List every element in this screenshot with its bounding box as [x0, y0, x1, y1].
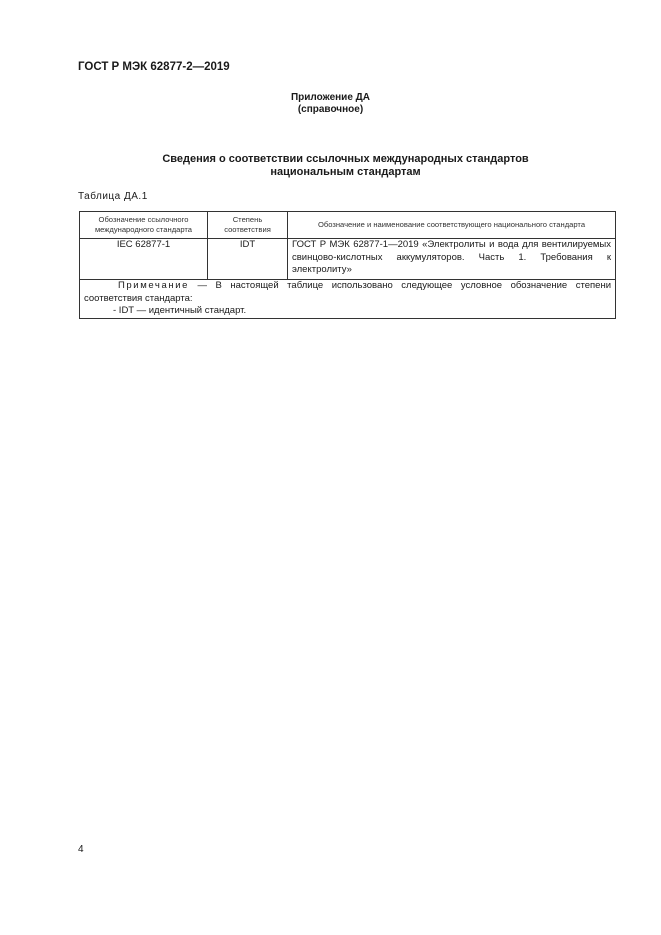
- column-header-intl-standard: Обозначение ссылочного международного стандарта: [80, 212, 208, 239]
- annex-kind: (справочное): [297, 104, 364, 115]
- table-header-row: [80, 212, 616, 239]
- document-code: ГОСТ Р МЭК 62877-2—2019: [78, 61, 230, 73]
- annex-title: Приложение ДА: [290, 92, 371, 103]
- table-row: [80, 239, 616, 280]
- section-heading: [0, 153, 661, 179]
- column-header-national-standard: Обозначение и наименование соответствующего национального стандарта: [288, 212, 616, 239]
- table-caption: Таблица ДА.1: [78, 191, 148, 202]
- table-note: [80, 280, 616, 319]
- column-header-degree: Степень соответствия: [208, 212, 288, 239]
- section-heading-line-1: Сведения о соответствии ссылочных международных стандартов: [162, 153, 529, 165]
- annex-heading: [0, 92, 661, 116]
- note-text-block: [84, 280, 611, 305]
- correspondence-table: [79, 211, 616, 319]
- page-number: 4: [78, 844, 84, 855]
- cell-intl-standard: IEC 62877-1: [80, 239, 208, 280]
- note-item: - IDT — идентичный стандарт.: [113, 305, 247, 316]
- note-label: Примечание: [118, 280, 189, 291]
- section-heading-line-2: национальным стандартам: [270, 166, 421, 178]
- table-note-row: [80, 280, 616, 319]
- note-text: — В настоящей таблице использовано следующее условное обозначение степени соответствия стандарта:: [84, 280, 611, 304]
- cell-national-standard: ГОСТ Р МЭК 62877-1—2019 «Электролиты и вода для вентилируемых свинцово-кислотных аккумуляторов. Часть 1. Требования к электролиту»: [288, 239, 616, 280]
- cell-degree: IDT: [208, 239, 288, 280]
